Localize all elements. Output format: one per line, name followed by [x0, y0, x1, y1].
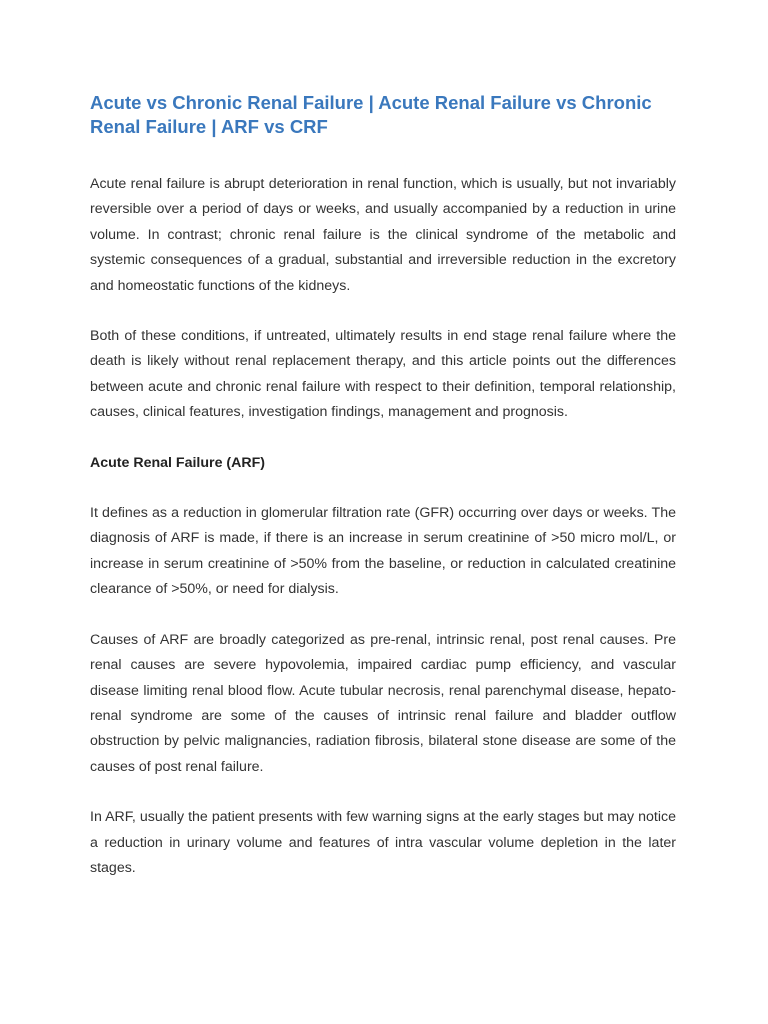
arf-paragraph-3: In ARF, usually the patient presents with few warning signs at the early stages but may notice a reduction in urinary volume and features of intra vascular volume depletion in the later stages. — [90, 809, 676, 876]
intro-paragraph-2: Both of these conditions, if untreated, ultimately results in end stage renal failure where the death is likely without renal replacement therapy, and this article points out the differences between acute and chronic renal failure with respect to their definition, temporal relationship, causes, clinical features, investigation findings, management and prognosis. — [90, 328, 676, 421]
article-title: Acute vs Chronic Renal Failure | Acute Renal Failure vs Chronic Renal Failure | ARF vs CRF — [90, 92, 652, 137]
arf-paragraph-2: Causes of ARF are broadly categorized as pre-renal, intrinsic renal, post renal causes. Pre renal causes are severe hypovolemia, impaired cardiac pump efficiency, and vascular disease limiting renal blood flow. Acute tubular necrosis, renal parenchymal disease, hepato-renal syndrome are some of the causes of intrinsic renal failure and bladder outflow obstruction by pelvic malignancies, radiation fibrosis, bilateral stone disease are some of the causes of post renal failure. — [90, 631, 676, 775]
intro-paragraph-1: Acute renal failure is abrupt deterioration in renal function, which is usually, but not invariably reversible over a period of days or weeks, and usually accompanied by a reduction in urine volume. In contrast; chronic renal failure is the clinical syndrome of the metabolic and systemic consequences of a gradual, substantial and irreversible reduction in the excretory and homeostatic functions of the kidneys. — [90, 176, 676, 294]
document-page — [90, 91, 676, 881]
arf-paragraph-1: It defines as a reduction in glomerular filtration rate (GFR) occurring over days or weeks. The diagnosis of ARF is made, if there is an increase in serum creatinine of >50 micro mol/L, or increase in serum creatinine of >50% from the baseline, or reduction in calculated creatinine clearance of >50%, or need for dialysis. — [90, 505, 676, 598]
section-heading-arf: Acute Renal Failure (ARF) — [90, 454, 266, 471]
